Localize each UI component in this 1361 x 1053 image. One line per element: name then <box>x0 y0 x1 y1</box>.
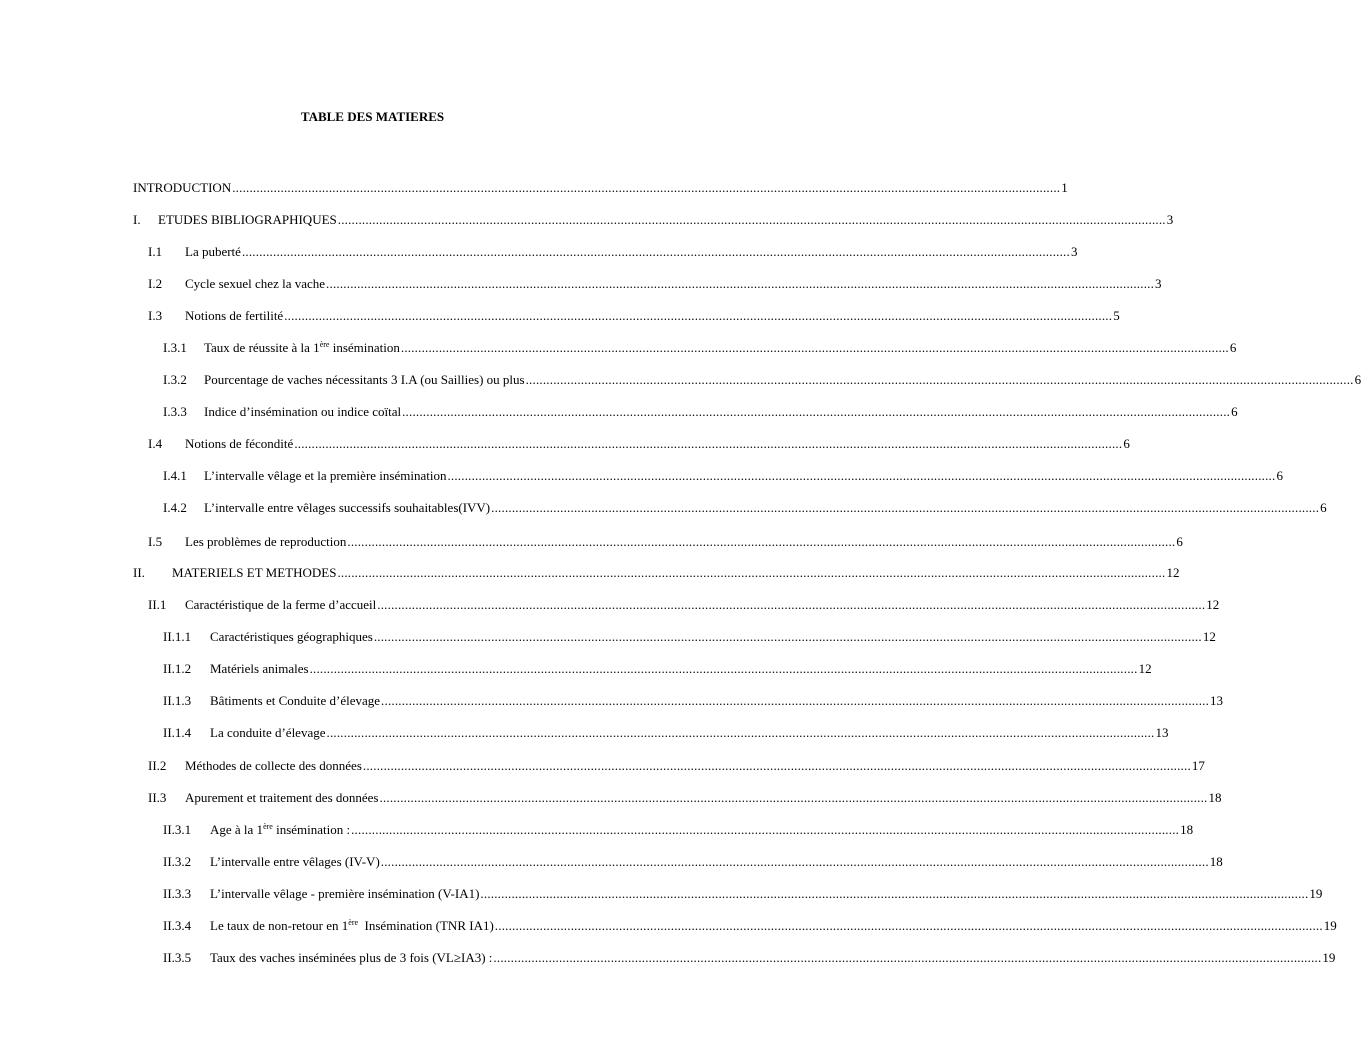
toc-entry-page-number: 3 <box>1166 212 1174 227</box>
toc-entry-number: II.1.4 <box>163 725 192 740</box>
toc-entry[interactable] <box>0 854 1223 870</box>
dot-leader: ................................................................................................................................................................................................................................................ <box>494 918 1323 933</box>
toc-entry-title: Age à la 1ère insémination : <box>210 822 351 837</box>
dot-leader: ................................................................................................................................................................................................................................................ <box>362 758 1191 773</box>
toc-entry[interactable] <box>0 436 1130 452</box>
dot-leader: ................................................................................................................................................................................................................................................ <box>347 534 1176 549</box>
toc-entry[interactable] <box>0 629 1216 645</box>
toc-entry[interactable] <box>0 534 1183 550</box>
dot-leader: ................................................................................................................................................................................................................................................ <box>241 244 1070 259</box>
toc-entry-page-number: 19 <box>1322 950 1336 965</box>
toc-entry-number: II. <box>133 565 145 580</box>
toc-entry-page-number: 6 <box>1229 340 1237 355</box>
toc-entry-title: Cycle sexuel chez la vache <box>185 276 326 291</box>
toc-entry-number: II.3.1 <box>163 822 192 837</box>
toc-entry-number: II.3.2 <box>163 854 192 869</box>
toc-entry-number: I.5 <box>148 534 163 549</box>
dot-leader: ................................................................................................................................................................................................................................................ <box>351 822 1180 837</box>
dot-leader: ................................................................................................................................................................................................................................................ <box>373 629 1202 644</box>
toc-entry-title: Notions de fécondité <box>185 436 294 451</box>
toc-entry-number: II.2 <box>148 758 167 773</box>
toc-entry-title: L’intervalle entre vêlages (IV-V) <box>210 854 380 869</box>
toc-entry[interactable] <box>0 565 1180 581</box>
toc-entry[interactable] <box>0 340 1237 356</box>
toc-entry-title: ETUDES BIBLIOGRAPHIQUES <box>158 212 337 227</box>
toc-entry[interactable] <box>0 597 1220 613</box>
toc-entry-title: Caractéristiques géographiques <box>210 629 373 644</box>
toc-entry-title: MATERIELS ET METHODES <box>172 565 337 580</box>
toc-entry-page-number: 19 <box>1323 918 1337 933</box>
toc-entry-number: I.4 <box>148 436 163 451</box>
toc-entry-number: I.4.1 <box>163 468 187 483</box>
toc-entry-page-number: 18 <box>1209 854 1223 869</box>
dot-leader: ................................................................................................................................................................................................................................................ <box>294 436 1123 451</box>
dot-leader: ................................................................................................................................................................................................................................................ <box>379 790 1208 805</box>
toc-entry-number: II.1 <box>148 597 167 612</box>
toc-entry-title: Taux des vaches inséminées plus de 3 fois (VL≥IA3) : <box>210 950 493 965</box>
dot-leader: ................................................................................................................................................................................................................................................ <box>493 950 1322 965</box>
toc-entry[interactable] <box>0 725 1169 741</box>
toc-entry-page-number: 13 <box>1155 725 1169 740</box>
toc-entry-number: II.1.3 <box>163 693 192 708</box>
toc-entry-number: I.3.2 <box>163 372 187 387</box>
toc-entry-page-number: 18 <box>1208 790 1222 805</box>
toc-entry-title: L’intervalle vêlage et la première insémination <box>204 468 447 483</box>
dot-leader: ................................................................................................................................................................................................................................................ <box>447 468 1276 483</box>
dot-leader: ................................................................................................................................................................................................................................................ <box>309 661 1138 676</box>
dot-leader: ................................................................................................................................................................................................................................................ <box>525 372 1354 387</box>
dot-leader: ................................................................................................................................................................................................................................................ <box>326 725 1155 740</box>
dot-leader: ................................................................................................................................................................................................................................................ <box>402 404 1231 419</box>
toc-entry[interactable] <box>0 212 1174 228</box>
toc-entry[interactable] <box>0 661 1152 677</box>
toc-entry[interactable] <box>0 822 1194 838</box>
toc-entry-page-number: 19 <box>1309 886 1323 901</box>
toc-entry-number: II.1.1 <box>163 629 192 644</box>
toc-entry-page-number: 6 <box>1354 372 1361 387</box>
dot-leader: ................................................................................................................................................................................................................................................ <box>326 276 1155 291</box>
dot-leader: ................................................................................................................................................................................................................................................ <box>232 180 1061 195</box>
toc-entry-page-number: 13 <box>1210 693 1224 708</box>
toc-entry-number: I.2 <box>148 276 163 291</box>
toc-entry[interactable] <box>0 500 1327 516</box>
toc-entry-number: II.1.2 <box>163 661 192 676</box>
toc-entry-number: II.3.4 <box>163 918 192 933</box>
toc-entry-page-number: 12 <box>1166 565 1180 580</box>
toc-entry-page-number: 6 <box>1176 534 1183 549</box>
toc-entry[interactable] <box>0 244 1078 260</box>
dot-leader: ................................................................................................................................................................................................................................................ <box>337 212 1166 227</box>
toc-entry-number: II.3 <box>148 790 167 805</box>
toc-entry-page-number: 6 <box>1231 404 1238 419</box>
toc-entry-title: L’intervalle entre vêlages successifs souhaitables(IVV) <box>204 500 491 515</box>
toc-entry[interactable] <box>0 790 1222 806</box>
toc-entry-title: Notions de fertilité <box>185 308 284 323</box>
toc-entry[interactable] <box>0 372 1361 388</box>
toc-entry-title: INTRODUCTION <box>133 180 232 195</box>
toc-entry-page-number: 17 <box>1191 758 1205 773</box>
toc-entry-page-number: 12 <box>1138 661 1152 676</box>
toc-entry-title: Indice d’insémination ou indice coïtal <box>204 404 402 419</box>
dot-leader: ................................................................................................................................................................................................................................................ <box>377 597 1206 612</box>
dot-leader: ................................................................................................................................................................................................................................................ <box>380 854 1209 869</box>
toc-entry[interactable] <box>0 886 1323 902</box>
toc-entry-page-number: 6 <box>1276 468 1283 483</box>
toc-entry-title: L’intervalle vêlage - première insémination (V-IA1) <box>210 886 480 901</box>
dot-leader: ................................................................................................................................................................................................................................................ <box>480 886 1309 901</box>
toc-entry-number: II.3.5 <box>163 950 192 965</box>
toc-entry-number: I.3.3 <box>163 404 187 419</box>
dot-leader: ................................................................................................................................................................................................................................................ <box>337 565 1166 580</box>
toc-entry-title: Méthodes de collecte des données <box>185 758 362 773</box>
toc-entry[interactable] <box>0 180 1068 196</box>
toc-entry[interactable] <box>0 918 1337 934</box>
toc-entry-page-number: 12 <box>1202 629 1216 644</box>
toc-entry-title: La puberté <box>185 244 241 259</box>
toc-entry-title: Les problèmes de reproduction <box>185 534 347 549</box>
toc-entry-number: I.3.1 <box>163 340 187 355</box>
toc-entry-number: I. <box>133 212 141 227</box>
page-title: TABLE DES MATIERES <box>300 109 445 124</box>
toc-entry-page-number: 3 <box>1155 276 1162 291</box>
toc-entry[interactable] <box>0 950 1336 966</box>
toc-entry-title: Matériels animales <box>210 661 309 676</box>
dot-leader: ................................................................................................................................................................................................................................................ <box>400 340 1229 355</box>
dot-leader: ................................................................................................................................................................................................................................................ <box>491 500 1320 515</box>
toc-entry[interactable] <box>0 758 1205 774</box>
toc-entry-number: I.1 <box>148 244 163 259</box>
dot-leader: ................................................................................................................................................................................................................................................ <box>381 693 1210 708</box>
toc-entry-page-number: 5 <box>1113 308 1120 323</box>
toc-entry[interactable] <box>0 404 1238 420</box>
toc-entry[interactable] <box>0 308 1120 324</box>
toc-entry-title: Bâtiments et Conduite d’élevage <box>210 693 381 708</box>
toc-entry-title: Taux de réussite à la 1ère insémination <box>204 340 400 355</box>
toc-entry-page-number: 6 <box>1320 500 1327 515</box>
toc-entry[interactable] <box>0 276 1162 292</box>
toc-entry-title: Caractéristique de la ferme d’accueil <box>185 597 377 612</box>
toc-entry-page-number: 12 <box>1206 597 1220 612</box>
toc-entry-title: Apurement et traitement des données <box>185 790 379 805</box>
dot-leader: ................................................................................................................................................................................................................................................ <box>284 308 1113 323</box>
toc-entry-page-number: 1 <box>1061 180 1068 195</box>
toc-entry[interactable] <box>0 693 1224 709</box>
toc-entry-page-number: 6 <box>1123 436 1130 451</box>
toc-entry-page-number: 3 <box>1070 244 1078 259</box>
toc-entry-page-number: 18 <box>1180 822 1194 837</box>
toc-entry-number: I.4.2 <box>163 500 187 515</box>
toc-entry-number: I.3 <box>148 308 163 323</box>
toc-entry-title: La conduite d’élevage <box>210 725 326 740</box>
toc-entry-title: Pourcentage de vaches nécessitants 3 I.A (ou Saillies) ou plus <box>204 372 525 387</box>
toc-entry[interactable] <box>0 468 1283 484</box>
toc-entry-number: II.3.3 <box>163 886 192 901</box>
toc-entry-title: Le taux de non-retour en 1ère Insémination (TNR IA1) <box>210 918 494 933</box>
